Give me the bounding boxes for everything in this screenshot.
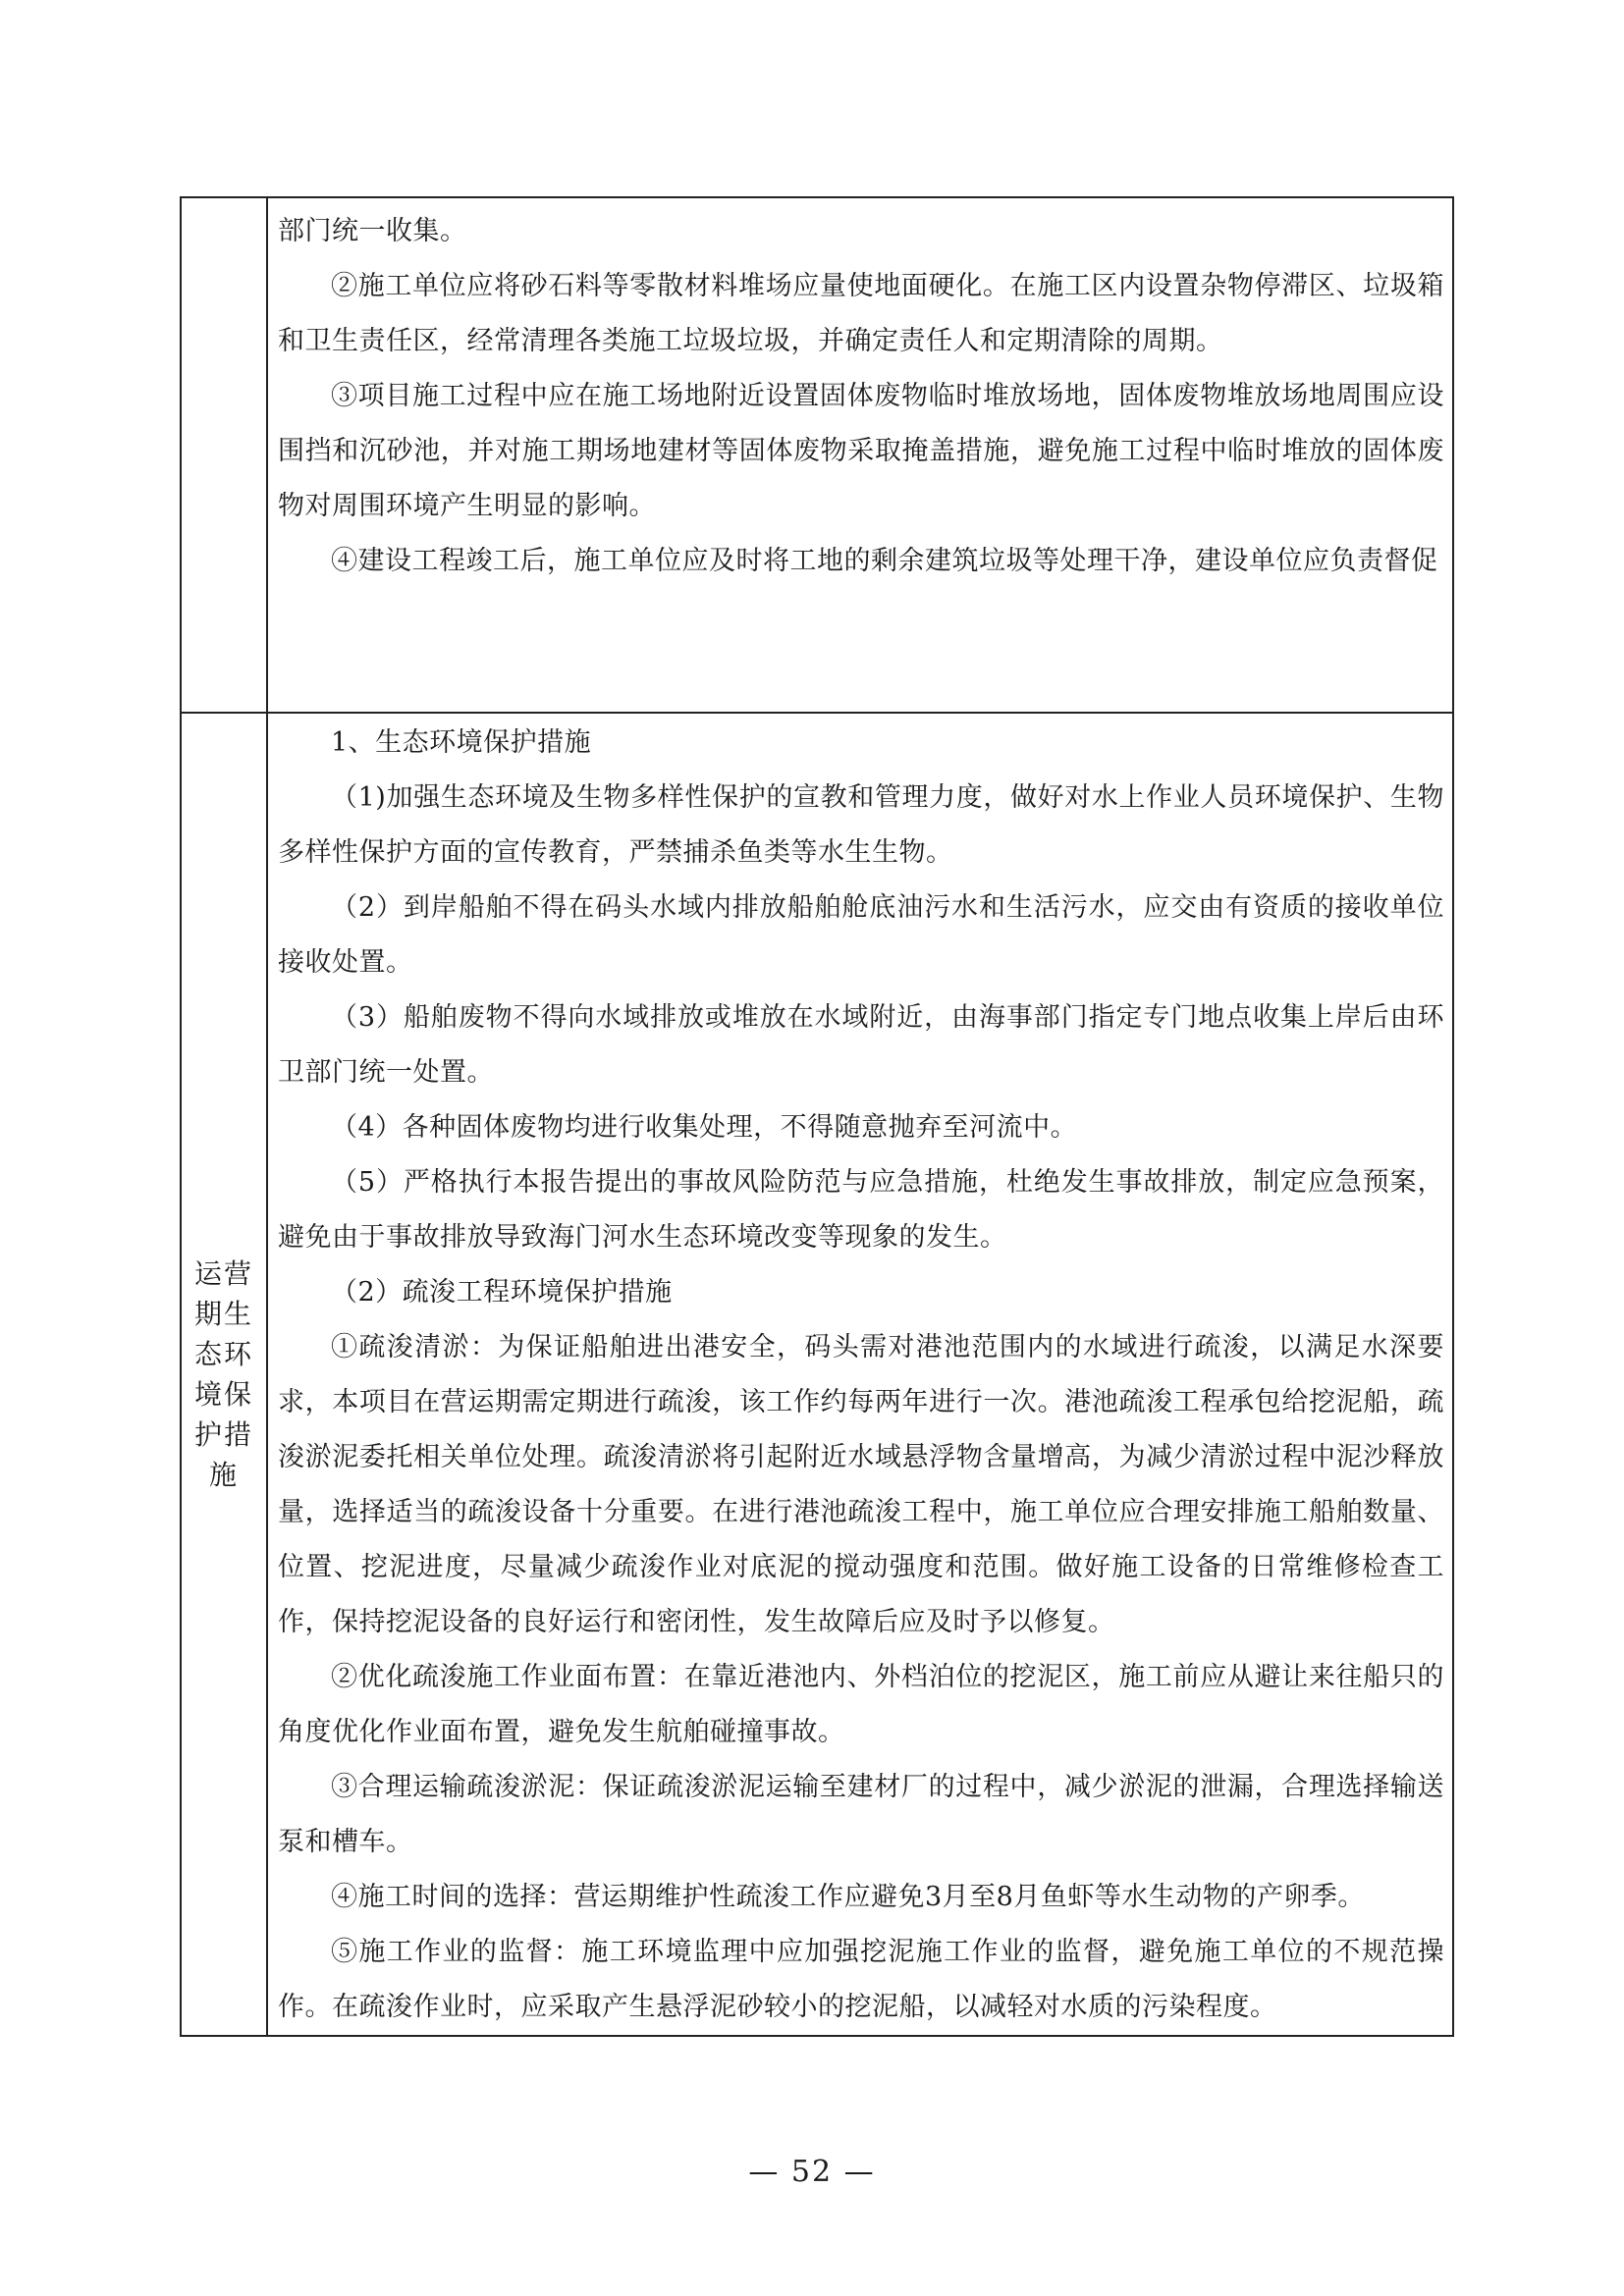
operation-ecological-measures: [268, 714, 1452, 2035]
paragraph: ④建设工程竣工后，施工单位应及时将工地的剩余建筑垃圾等处理干净，建设单位应负责督促: [331, 546, 1438, 576]
row-content-cell: [267, 197, 1453, 713]
page-number: — 52 —: [748, 2155, 876, 2189]
paragraph: （3）船舶废物不得向水域排放或堆放在水域附近，由海事部门指定专门地点收集上岸后由环卫部门统一处置。: [278, 1002, 1444, 1088]
paragraph: 部门统一收集。: [278, 216, 467, 246]
measures-table: [180, 196, 1454, 2037]
row-content-cell: [267, 713, 1453, 2036]
paragraph: ③项目施工过程中应在施工场地附近设置固体废物临时堆放场地，固体废物堆放场地周围应设围挡和沉砂池，并对施工期场地建材等固体废物采取掩盖措施，避免施工过程中临时堆放的固体废物对周围环境产生明显的影响。: [278, 381, 1444, 521]
paragraph: （4）各种固体废物均进行收集处理，不得随意抛弃至河流中。: [331, 1112, 1078, 1143]
paragraph: （5）严格执行本报告提出的事故风险防范与应急措施，杜绝发生事故排放，制定应急预案，避免由于事故排放导致海门河水生态环境改变等现象的发生。: [278, 1167, 1444, 1253]
paragraph: （1)加强生态环境及生物多样性保护的宣教和管理力度，做好对水上作业人员环境保护、生物多样性保护方面的宣传教育，严禁捕杀鱼类等水生生物。: [278, 782, 1444, 868]
row-label-cell: [181, 197, 267, 713]
construction-solid-waste-measures: [268, 198, 1452, 589]
table-row: [181, 197, 1453, 713]
table-row: [181, 713, 1453, 2036]
paragraph: ④施工时间的选择：营运期维护性疏浚工作应避免3月至8月鱼虾等水生动物的产卵季。: [331, 1882, 1365, 1912]
paragraph: （2）到岸船舶不得在码头水域内排放船舶舱底油污水和生活污水，应交由有资质的接收单位接收处置。: [278, 892, 1444, 978]
paragraph: ②优化疏浚施工作业面布置：在靠近港池内、外档泊位的挖泥区，施工前应从避让来往船只的角度优化作业面布置，避免发生航舶碰撞事故。: [278, 1662, 1444, 1747]
paragraph: ⑤施工作业的监督：施工环境监理中应加强挖泥施工作业的监督，避免施工单位的不规范操作。在疏浚作业时，应采取产生悬浮泥砂较小的挖泥船，以减轻对水质的污染程度。: [278, 1937, 1444, 2022]
paragraph: ①疏浚清淤：为保证船舶进出港安全，码头需对港池范围内的水域进行疏浚，以满足水深要求，本项目在营运期需定期进行疏浚，该工作约每两年进行一次。港池疏浚工程承包给挖泥船，疏浚淤泥委托相关单位处理。疏浚清淤将引起附近水域悬浮物含量增高，为减少清淤过程中泥沙释放量，选择适当的疏浚设备十分重要。在进行港池疏浚工程中，施工单位应合理安排施工船舶数量、位置、挖泥进度，尽量减少疏浚作业对底泥的搅动强度和范围。做好施工设备的日常维修检查工作，保持挖泥设备的良好运行和密闭性，发生故障后应及时予以修复。: [278, 1332, 1444, 1637]
paragraph: ③合理运输疏浚淤泥：保证疏浚淤泥运输至建材厂的过程中，减少淤泥的泄漏，合理选择输送泵和槽车。: [278, 1772, 1444, 1857]
row-label: 运营期生态环境保护措施: [193, 1257, 253, 1491]
paragraph: ②施工单位应将砂石料等零散材料堆场应量使地面硬化。在施工区内设置杂物停滞区、垃圾箱和卫生责任区，经常清理各类施工垃圾垃圾，并确定责任人和定期清除的周期。: [278, 271, 1444, 356]
row-label-cell: [181, 713, 267, 2036]
paragraph: 1、生态环境保护措施: [331, 727, 592, 758]
paragraph: （2）疏浚工程环境保护措施: [331, 1277, 673, 1308]
